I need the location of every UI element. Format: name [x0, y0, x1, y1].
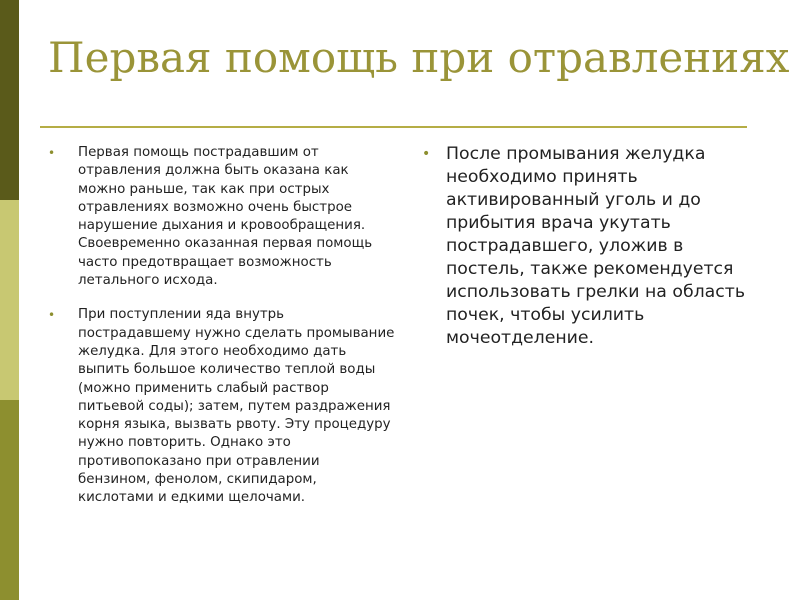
title-divider	[40, 126, 747, 128]
bullet-marker: •	[48, 308, 56, 323]
left-bullet-text-2: При поступлении яда внутрь пострадавшему нужно сделать промывание желудка. Для этого необходимо дать выпить большое количество теплой воды (можно применить слабый раствор питьевой соды); затем, путем раздражения корня языка, вызвать рвоту. Эту процедуру нужно повторить. Однако это противопоказано при отравлении бензином, фенолом, скипидаром, кислотами и едкими щелочами.	[78, 307, 395, 506]
left-bullet-item	[48, 144, 396, 290]
side-bar-segment-middle	[0, 200, 19, 400]
left-bullet-item	[48, 306, 396, 507]
slide-title: Первая помощь при отравлениях	[48, 33, 790, 82]
left-column	[48, 144, 396, 508]
left-bullet-text-1: Первая помощь пострадавшим от отравления должна быть оказана как можно раньше, так как при острых отравлениях возможно очень быстрое нарушение дыхания и кровообращения. Своевременно оказанная первая помощь часто предотвращает возможность летального исхода.	[78, 145, 373, 289]
bullet-marker: •	[48, 146, 56, 160]
right-bullet-text-1: После промывания желудка необходимо принять активированный уголь и до прибытия врача укутать пострадавшего, уложив в постель, также рекомендуется использовать грелки на область почек, чтобы усилить мочеотделение.	[446, 144, 746, 348]
right-column	[420, 143, 765, 350]
right-bullet-item	[420, 143, 765, 350]
side-bar-segment-top	[0, 0, 19, 200]
bullet-marker: •	[422, 146, 431, 162]
side-bar-segment-bottom	[0, 400, 19, 600]
